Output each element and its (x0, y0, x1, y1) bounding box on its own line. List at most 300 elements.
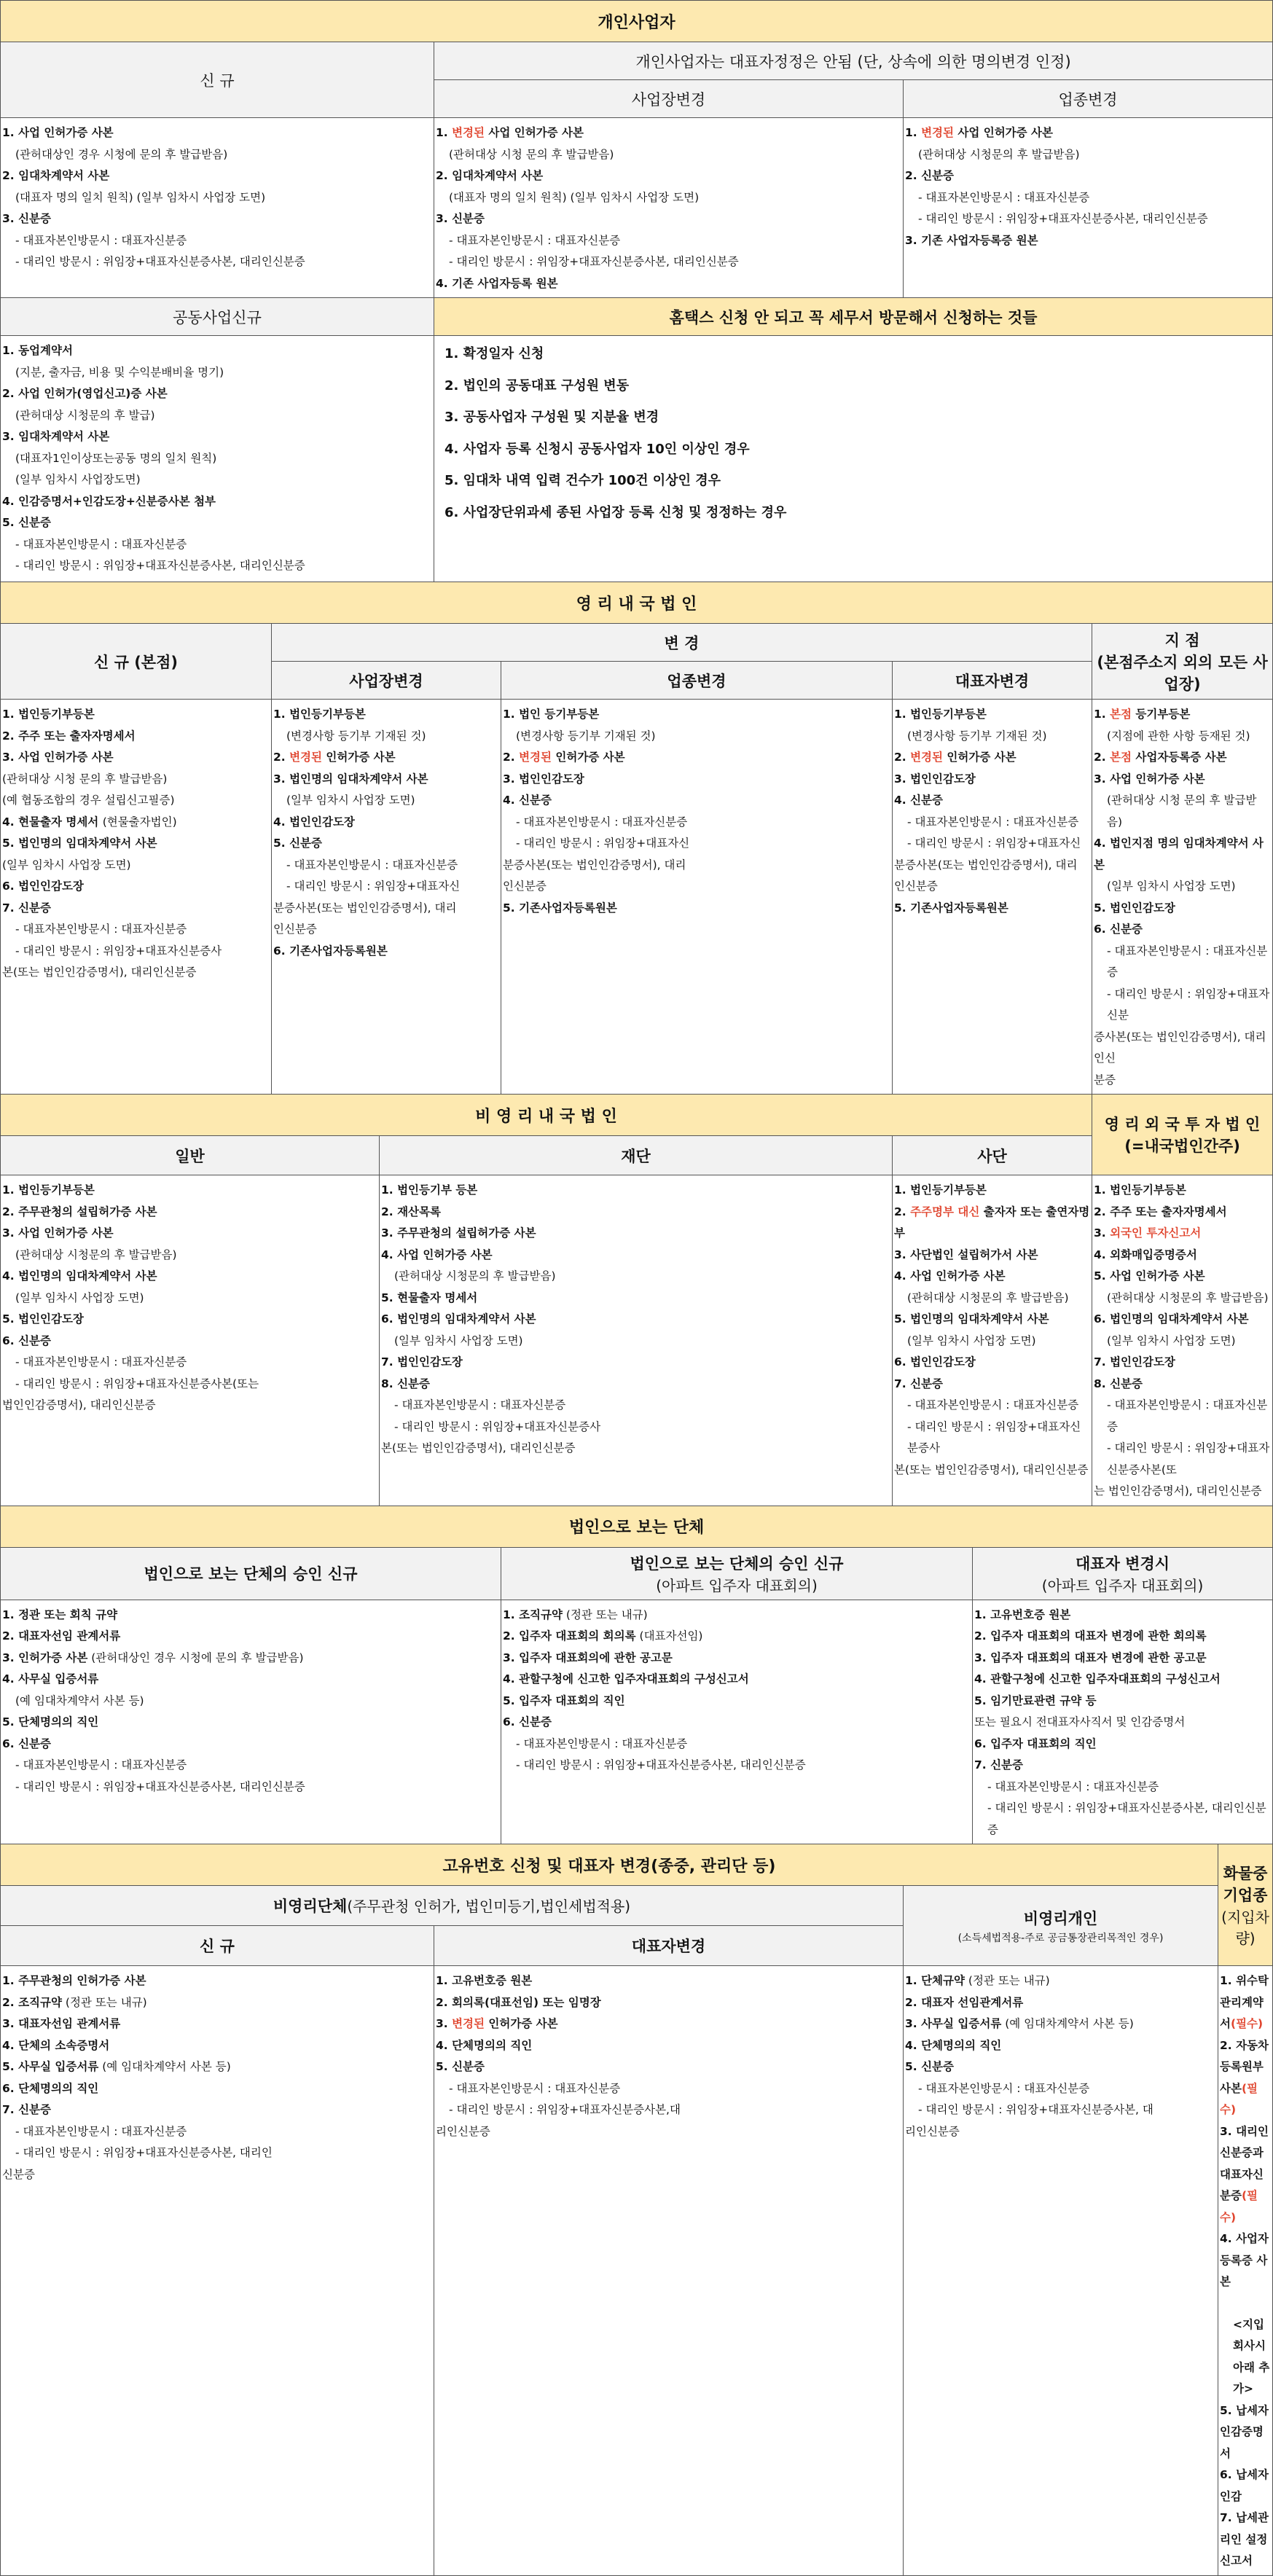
list-continuation (381, 1438, 890, 1460)
header-group-rep: 대표자변경 (434, 1926, 904, 1966)
list-continuation (2, 962, 270, 984)
item-text: 2. 대표자 선임관계서류 (905, 1995, 1024, 2009)
item-text: 1. 단체규약 (905, 1974, 965, 1987)
item-text: 7. 신분증 (2, 2103, 51, 2116)
item-text: 4. 외화매입증명증서 (1094, 1248, 1197, 1261)
item-text: 4. 단체명의의 직인 (436, 2038, 533, 2052)
nonprofit-group-subtitle: (주무관청 인허가, 법인미등기,법인세법적용) (347, 1898, 631, 1915)
list-detail (2, 448, 432, 470)
item-text: - 대표자본인방문시 : 대표자신분증 (1107, 1398, 1268, 1433)
visit-only-list (434, 336, 1273, 582)
item-text: 는 법인인감증명서), 대리인신분증 (1094, 1484, 1262, 1498)
item-text: - 대표자본인방문시 : 대표자신분증 (15, 233, 187, 247)
item-text: 2. (1094, 751, 1111, 764)
highlight-text: 주주명부 대신 (910, 1205, 980, 1218)
branch-title: 지 점 (1164, 631, 1200, 649)
list-item (503, 790, 890, 812)
item-text: 1. 고유번호증 원본 (436, 1974, 533, 1987)
header-visit-only: 홈택스 신청 안 되고 꼭 세무서 방문해서 신청하는 것들 (434, 298, 1273, 336)
item-text: 1. 법인등기부등본 (894, 708, 987, 721)
list-detail (2, 534, 432, 556)
list-item (2, 2078, 432, 2100)
item-text: 2. 사업 인허가(영업신고)증 사본 (2, 387, 168, 400)
header-corp-change: 변 경 (272, 624, 1092, 662)
list-item (1094, 1245, 1271, 1267)
list-item (436, 439, 1271, 461)
list-item (1220, 2035, 1271, 2121)
list-continuation (436, 2121, 901, 2143)
list-detail (1094, 876, 1271, 898)
item-text: 2. 임대차계약서 사본 (2, 169, 110, 182)
list-detail (2, 919, 270, 941)
item-text: 7. 신분증 (894, 1377, 943, 1390)
list-detail (503, 833, 890, 855)
item-text: - 대표자본인방문시 : 대표자신분증 (907, 815, 1079, 829)
item-text: 본(또는 법인인감증명서), 대리인신분증 (381, 1441, 576, 1455)
list-detail (1094, 790, 1271, 833)
group-new-list (1, 1966, 434, 2576)
sole-industry-list (904, 118, 1273, 298)
item-text: - 대표자본인방문시 : 대표자신분증 (1107, 944, 1268, 979)
item-text-tail: (정관 또는 내규) (964, 1974, 1050, 1987)
list-detail (1094, 941, 1271, 984)
list-item (381, 1245, 890, 1267)
item-text: 3. 사업 인허가증 사본 (2, 751, 114, 764)
list-detail (2, 555, 432, 577)
highlight-text: 외국인 투자신고서 (1110, 1226, 1202, 1240)
item-text: - 대표자본인방문시 : 대표자신분증 (394, 1398, 566, 1412)
list-detail (381, 1266, 890, 1288)
item-text: 5. 신분증 (905, 2060, 954, 2073)
list-item (1220, 2465, 1271, 2508)
list-item (2, 1992, 432, 2014)
item-text: 4. 사업 인허가증 사본 (381, 1248, 493, 1261)
item-text: - 대표자본인방문시 : 대표자신분증 (516, 815, 688, 829)
header-corp-new: 신 규 (본점) (1, 624, 272, 700)
list-item (894, 747, 1090, 769)
item-text: 5. 임대차 내역 입력 건수가 100건 이상인 경우 (444, 473, 721, 488)
list-detail (2, 1245, 377, 1267)
item-text: (예 임대차계약서 사본 등) (15, 1694, 144, 1707)
highlight-text: (필수) (1220, 2189, 1258, 2224)
item-text: - 대리인 방문시 : 위임장+대표자신분증사본(또 (1107, 1441, 1270, 1476)
item-text: (관허대상 시청문의 후 발급받음) (394, 1269, 556, 1283)
item-text: 5. 납세자 인감증명서 (1220, 2403, 1269, 2460)
list-item (974, 1669, 1271, 1691)
list-continuation (503, 876, 890, 898)
item-text: 2. (894, 1205, 911, 1218)
item-text-tail: 출자자 또는 출연자명부 (894, 1205, 1090, 1240)
list-continuation (273, 919, 499, 941)
item-text-tail: 사업 인허가증 사본 (485, 126, 584, 139)
item-text: 3. 기존 사업자등록증 원본 (905, 233, 1038, 247)
item-text: - 대표자본인방문시 : 대표자신분증 (15, 1758, 187, 1772)
list-item (2, 704, 270, 726)
list-item (2, 1180, 377, 1202)
list-item (1094, 1374, 1271, 1395)
item-text: 3. 공동사업자 구성원 및 지분율 변경 (444, 410, 659, 425)
list-detail (1094, 1288, 1271, 1309)
item-text: 6. 기존사업자등록원본 (273, 944, 388, 958)
item-text: 5. 법인인감도장 (2, 1312, 84, 1326)
item-text: 8. 신분증 (1094, 1377, 1143, 1390)
item-text: - 대표자본인방문시 : 대표자신분증 (987, 1780, 1159, 1793)
item-text: 인신분증 (273, 923, 317, 936)
list-item (503, 704, 890, 726)
list-item (974, 1755, 1271, 1777)
list-item (1094, 919, 1271, 941)
item-text: 4. 법인명의 임대차계약서 사본 (2, 1269, 157, 1283)
list-item (436, 343, 1271, 365)
item-text: 1. 법인 등기부등본 (503, 708, 600, 721)
item-text: 인신분증 (503, 880, 547, 893)
list-item (894, 1245, 1090, 1267)
list-item (2, 1605, 499, 1626)
item-text: 3. 대리인신분증과 대표자신분증 (1220, 2124, 1269, 2202)
item-text-tail: 인허가증 사본 (485, 2017, 558, 2030)
list-item (1094, 704, 1271, 726)
item-text-tail: 인허가증 사본 (322, 751, 396, 764)
list-continuation (905, 2121, 1216, 2143)
list-item (2, 2035, 432, 2057)
item-text: 5. 임기만료관련 규약 등 (974, 1694, 1097, 1707)
list-item (1094, 769, 1271, 791)
item-text: 2. 주주 또는 출자자명세서 (2, 729, 136, 743)
item-text: 1. 고유번호증 원본 (974, 1608, 1071, 1621)
header-corp-rep: 대표자변경 (893, 662, 1092, 700)
list-continuation (2, 2164, 432, 2186)
item-text: 1. 법인등기부등본 (894, 1183, 987, 1197)
item-text: 분증사본(또는 법인인감증명서), 대리 (503, 858, 686, 872)
truck-subtitle: (지입차량) (1221, 1908, 1269, 1947)
header-industry-change: 업종변경 (904, 80, 1273, 118)
item-text: 2. 입주자 대표회의 대표자 변경에 관한 회의록 (974, 1629, 1207, 1643)
header-apt-approval (501, 1547, 973, 1600)
item-text: 4. 사업자등록증 사본 (1220, 2232, 1269, 2288)
list-detail (436, 144, 901, 166)
spacer (1220, 2293, 1271, 2314)
list-detail (436, 251, 901, 273)
group-rep-list (434, 1966, 904, 2576)
list-item (503, 1605, 971, 1626)
item-text: 3. 사업 인허가증 사본 (1094, 772, 1205, 786)
list-item (2, 747, 270, 769)
list-item (436, 273, 901, 295)
item-text: 3. (436, 2017, 453, 2030)
list-item (436, 1992, 901, 2014)
item-text: - 대리인 방문시 : 위임장+대표자신분증사본, 대리인 (15, 2146, 273, 2159)
item-text: (일부 임차시 사업장 도면) (394, 1334, 523, 1347)
list-item (2, 2056, 432, 2078)
list-item (905, 122, 1271, 144)
item-text: 4. 사업자 등록 신청시 공동사업자 10인 이상인 경우 (444, 441, 750, 457)
item-text: 2. 주주 또는 출자자명세서 (1094, 1205, 1227, 1218)
highlight-text: 변경된 (452, 2017, 485, 2030)
item-text: - 대표자본인방문시 : 대표자신분증 (15, 923, 187, 936)
item-text: 2. 입주자 대표회의 회의록 (503, 1629, 636, 1643)
item-text: (일부 임차시 사업장 도면) (1107, 1334, 1236, 1347)
list-item (273, 769, 499, 791)
item-text: 3. 법인명의 임대차계약서 사본 (273, 772, 428, 786)
header-apt-rep-change (973, 1547, 1273, 1600)
list-continuation (894, 855, 1090, 877)
list-item (2, 491, 432, 513)
list-item (436, 122, 901, 144)
header-new: 신 규 (1, 42, 434, 118)
list-item (1094, 1266, 1271, 1288)
item-text: 5. 법인명의 임대차계약서 사본 (2, 837, 157, 850)
item-text: 4. 신분증 (503, 794, 552, 807)
list-item (2, 726, 270, 748)
list-item (381, 1223, 890, 1245)
item-text: 5. 현물출자 명세서 (381, 1291, 478, 1304)
list-item (2, 1223, 377, 1245)
item-text: (변경사항 등기부 기재된 것) (286, 729, 426, 743)
list-detail (2, 251, 432, 273)
item-text: - 대표자본인방문시 : 대표자신분증 (15, 1355, 187, 1369)
list-item (974, 1626, 1271, 1648)
item-text: <지입 회사시 아래 추가> (1233, 2317, 1270, 2395)
list-item (1220, 2400, 1271, 2465)
item-text: 5. 법인명의 임대차계약서 사본 (894, 1312, 1049, 1326)
list-item (905, 2035, 1216, 2057)
item-text: 인신분증 (894, 880, 938, 893)
item-text: 4. 기존 사업자등록 원본 (436, 276, 558, 290)
header-corp-location: 사업장변경 (272, 662, 501, 700)
list-item (381, 1202, 890, 1224)
item-text: 본(또는 법인인감증명서), 대리인신분증 (2, 966, 197, 979)
item-text: - 대리인 방문시 : 위임장+대표자신분증사본, 대리인신분증 (516, 1758, 806, 1772)
branch-subtitle: (본점주소지 외의 모든 사업장) (1097, 653, 1268, 693)
item-text: 6. 신분증 (2, 1334, 51, 1347)
item-text: 1. 법인등기부 등본 (381, 1183, 478, 1197)
item-text: 법인인감증명서), 대리인신분증 (2, 1398, 156, 1412)
note-no-rep-change: 개인사업자는 대표자정정은 안됨 (단, 상속에 의한 명의변경 인정) (434, 42, 1273, 80)
item-text: (관허대상 시청문의 후 발급) (15, 408, 155, 422)
item-text: 3. 입주자 대표회의 대표자 변경에 관한 공고문 (974, 1651, 1207, 1664)
list-item (2, 1202, 377, 1224)
list-item (1094, 898, 1271, 920)
item-text: 3. 대표자선임 관계서류 (2, 2017, 121, 2030)
list-item (381, 1180, 890, 1202)
list-item (2, 122, 432, 144)
item-text: 5. 법인인감도장 (1094, 901, 1175, 915)
item-text: 5. 사무실 입증서류 (2, 2060, 99, 2073)
item-text: 2. 주무관청의 설립허가증 사본 (2, 1205, 157, 1218)
highlight-text: 변경된 (910, 751, 943, 764)
sole-location-list (434, 118, 904, 298)
header-location-change: 사업장변경 (434, 80, 904, 118)
item-text: 7. 법인인감도장 (381, 1355, 463, 1369)
item-text: (지분, 출자금, 비용 및 수익분배비율 명기) (15, 365, 224, 379)
item-text: 3. 신분증 (436, 212, 485, 225)
item-text: 2. 신분증 (905, 169, 954, 182)
item-text: - 대리인 방문시 : 위임장+대표자신분증사본, 대리인신분증 (15, 255, 305, 268)
item-text: (대표자1인이상또는공동 명의 일치 원칙) (15, 451, 217, 465)
apt-approval-title: 법인으로 보는 단체의 승인 신규 (630, 1554, 844, 1573)
list-detail (273, 876, 499, 898)
list-detail (381, 1395, 890, 1417)
list-item (974, 1691, 1271, 1712)
item-text: 2. 조직규약 (2, 1995, 62, 2009)
corp-industry-list (501, 700, 893, 1095)
list-item (1220, 2508, 1271, 2572)
item-text: 5. 단체명의의 직인 (2, 1715, 99, 1729)
item-text: 4. 인감증명서+인감도장+신분증사본 첨부 (2, 494, 216, 508)
item-text: (예 협동조합의 경우 설립신고필증) (2, 794, 175, 807)
item-text: 2. 임대차계약서 사본 (436, 169, 544, 182)
list-item (436, 375, 1271, 397)
list-item (381, 1352, 890, 1374)
item-text-tail: (대표자선임) (635, 1629, 703, 1643)
list-item (2, 812, 270, 834)
item-text: - 대리인 방문시 : 위임장+대표자신분증사 (394, 1420, 601, 1433)
item-text-tail: (정관 또는 내규) (562, 1608, 648, 1621)
highlight-text: 변경된 (921, 126, 954, 139)
list-detail (905, 144, 1271, 166)
list-detail (1094, 984, 1271, 1027)
item-text: 3. (1094, 1226, 1111, 1240)
item-text: - 대리인 방문시 : 위임장+대표자신분증사본, 대리인신분증 (15, 1780, 305, 1793)
item-text: 2. 자동차등록원부 사본 (1220, 2038, 1269, 2095)
list-item (894, 704, 1090, 726)
apt-rep-change-title: 대표자 변경시 (1076, 1554, 1170, 1573)
header-foundation: 재단 (380, 1136, 893, 1175)
item-text: 5. 기존사업자등록원본 (503, 901, 617, 915)
item-text-tail: 인허가증 사본 (943, 751, 1017, 764)
item-text-tail: (예 임대차계약서 사본 등) (98, 2060, 231, 2073)
item-text: 1. (905, 126, 922, 139)
item-text: 분증사본(또는 법인인감증명서), 대리 (273, 901, 457, 915)
list-item (503, 1626, 971, 1648)
header-nonprofit-group (1, 1886, 904, 1926)
item-text: 4. 관할구청에 신고한 입주자대표회의 구성신고서 (503, 1672, 749, 1686)
item-text: 본(또는 법인인감증명서), 대리인신분증 (894, 1463, 1089, 1476)
foreign-invest-subtitle: (=내국법인간주) (1124, 1138, 1240, 1155)
item-text: - 대리인 방문시 : 위임장+대표자신분증사본, 대 (918, 2103, 1153, 2116)
list-item (1220, 1970, 1271, 2035)
highlight-text: 변경된 (289, 751, 322, 764)
item-text: - 대리인 방문시 : 위임장+대표자신 (286, 880, 461, 893)
item-text: 6. 납세자 인감 (1220, 2468, 1269, 2503)
list-detail (1094, 726, 1271, 748)
item-text: - 대표자본인방문시 : 대표자신분증 (449, 2081, 621, 2095)
list-item (1220, 2121, 1271, 2229)
list-item (974, 1734, 1271, 1755)
nonprofit-group-title: 비영리단체 (273, 1898, 348, 1915)
list-detail (436, 2078, 901, 2100)
list-detail (974, 1777, 1271, 1798)
list-item (2, 1648, 499, 1669)
section-title-nonprofit-corp: 비 영 리 내 국 법 인 (1, 1095, 1092, 1136)
item-text: (지점에 관한 사항 등재된 것) (1107, 729, 1250, 743)
apt-rep-change-list (973, 1600, 1273, 1844)
list-item (436, 470, 1271, 492)
item-text: 6. 사업장단위과세 종된 사업장 등록 신청 및 정정하는 경우 (444, 504, 787, 520)
item-text: (관허대상 시청 문의 후 발급받음) (2, 772, 168, 786)
list-detail (2, 941, 270, 963)
list-item (436, 2013, 901, 2035)
list-detail (2, 1374, 377, 1395)
item-text: - 대표자본인방문시 : 대표자신분증 (918, 2081, 1090, 2095)
item-text: - 대리인 방문시 : 위임장+대표자신분증사본, 대리인신분증 (15, 559, 305, 572)
item-text: - 대리인 방문시 : 위임장+대표자신분증사 (15, 944, 222, 958)
list-item (894, 1202, 1090, 1245)
item-text: (관허대상 시청문의 후 발급받음) (15, 1248, 177, 1261)
list-detail (503, 812, 890, 834)
list-continuation (1094, 1070, 1271, 1092)
item-text: 3. 신분증 (2, 212, 51, 225)
header-truck (1218, 1844, 1273, 1966)
list-detail (894, 1288, 1090, 1309)
list-item (2, 1626, 499, 1648)
item-text: 3. 입주자 대표회의에 관한 공고문 (503, 1651, 673, 1664)
list-detail (503, 1734, 971, 1755)
list-item (2, 340, 432, 362)
list-detail (381, 1331, 890, 1352)
item-text: - 대표자본인방문시 : 대표자신분증 (907, 1398, 1079, 1412)
list-item (2, 898, 270, 920)
list-detail (2, 2142, 432, 2164)
list-item (974, 1605, 1271, 1626)
list-item (894, 769, 1090, 791)
list-continuation (2, 855, 270, 877)
list-item (2, 1331, 377, 1352)
item-text: 6. 단체명의의 직인 (2, 2081, 99, 2095)
item-text: (관허대상 시청 문의 후 발급받음) (1107, 794, 1257, 829)
corp-location-list (272, 700, 501, 1095)
item-text: 3. 임대차계약서 사본 (2, 430, 110, 443)
item-text: 1. 사업 인허가증 사본 (2, 126, 114, 139)
corp-branch-list (1092, 700, 1273, 1095)
list-detail (1094, 1331, 1271, 1352)
list-item (503, 1669, 971, 1691)
list-detail (273, 726, 499, 748)
list-item (2, 208, 432, 230)
list-item (436, 1970, 901, 1992)
item-text: (일부 임차시 사업장도면) (15, 473, 141, 486)
highlight-text: (필수) (1230, 2017, 1264, 2030)
item-text: 3. 사업 인허가증 사본 (2, 1226, 114, 1240)
list-detail (436, 187, 901, 209)
list-detail (2, 1777, 499, 1798)
list-note (1220, 2314, 1271, 2400)
list-continuation (2, 769, 270, 791)
list-item (2, 1309, 377, 1331)
item-text: 1. 주무관청의 인허가증 사본 (2, 1974, 146, 1987)
joint-new-list (1, 336, 434, 582)
item-text: 7. 신분증 (2, 901, 51, 915)
list-detail (894, 1417, 1090, 1460)
item-text: 3. 법인인감도장 (894, 772, 976, 786)
item-text: 6. 법인인감도장 (2, 880, 84, 893)
item-text: - 대리인 방문시 : 위임장+대표자신분증사본, 대리인신분증 (987, 1801, 1266, 1836)
item-text: 1. 법인등기부등본 (273, 708, 366, 721)
list-detail (2, 187, 432, 209)
list-detail (894, 1395, 1090, 1417)
list-item (503, 1691, 971, 1712)
list-detail (2, 405, 432, 427)
association-list (893, 1175, 1092, 1506)
list-item (503, 1712, 971, 1734)
item-text: 6. 신분증 (503, 1715, 552, 1729)
section-title-org-as-corp: 법인으로 보는 단체 (1, 1506, 1273, 1547)
item-text: 또는 필요시 전대표자사직서 및 인감증명서 (974, 1715, 1186, 1729)
list-item (894, 1309, 1090, 1331)
list-item (974, 1648, 1271, 1669)
item-text: - 대리인 방문시 : 위임장+대표자신분증사 (907, 1420, 1081, 1455)
list-item (2, 1734, 499, 1755)
